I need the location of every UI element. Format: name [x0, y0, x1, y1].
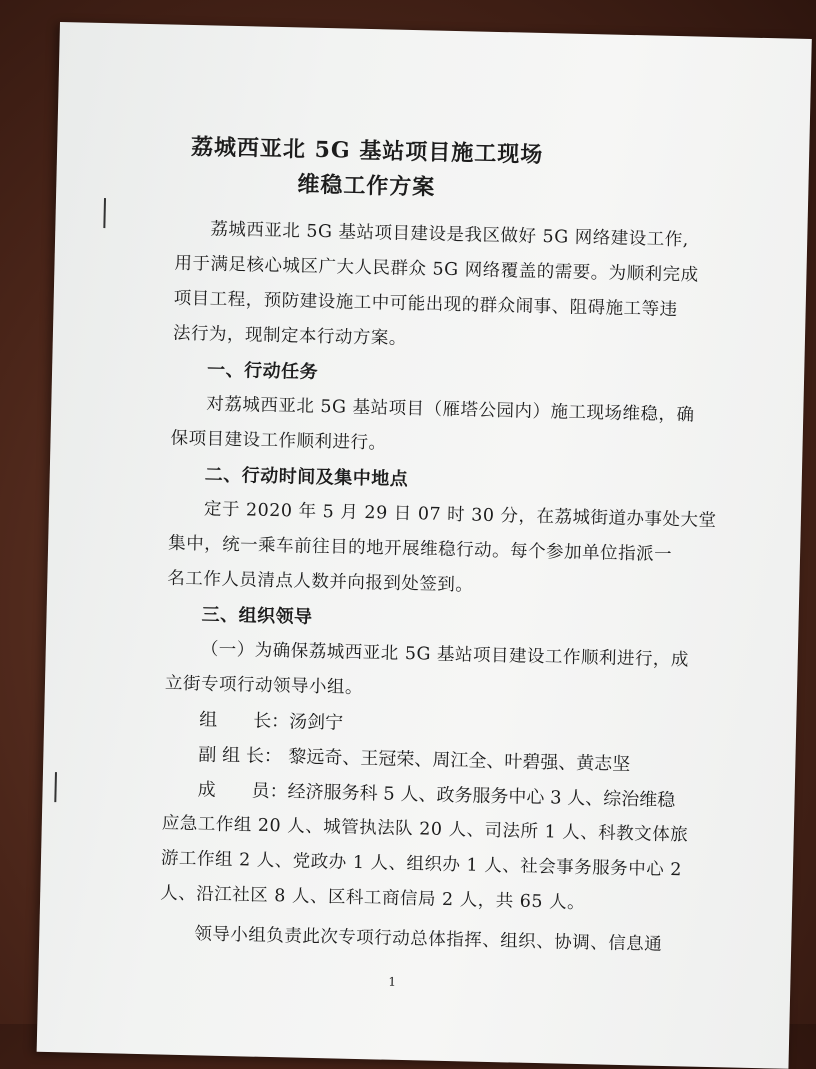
document-title-line2: 维稳工作方案 — [297, 171, 436, 201]
members-line: 应急工作组 20 人、城管执法队 20 人、司法所 1 人、科教文体旅 — [161, 813, 689, 846]
page-number: 1 — [388, 974, 397, 989]
leader-label: 组 长： — [198, 709, 290, 733]
section2-body-line: 集中，统一乘车前往目的地开展维稳行动。每个参加单位指派一 — [167, 533, 673, 566]
members-label: 成 员： — [197, 779, 288, 803]
section3-para-line: 立街专项行动领导小组。 — [164, 673, 364, 699]
intro-line: 荔城西亚北 5G 基站项目建设是我区做好 5G 网络建设工作, — [210, 219, 689, 251]
members-line: 人、沿江社区 8 人、区科工商信局 2 人，共 65 人。 — [160, 883, 586, 914]
members-line: 经济服务科 5 人、政务服务中心 3 人、综治维稳 — [287, 781, 676, 812]
section1-body-line: 对荔城西亚北 5G 基站项目（雁塔公园内）施工现场维稳，确 — [206, 394, 695, 426]
section1-body-line: 保项目建设工作顺利进行。 — [170, 428, 387, 454]
last-line: 领导小组负责此次专项行动总体指挥、组织、协调、信息通 — [194, 924, 663, 955]
members-line: 游工作组 2 人、党政办 1 人、组织办 1 人、社会事务服务中心 2 — [160, 848, 683, 881]
section3-para-line: （一）为确保荔城西亚北 5G 基站项目建设工作顺利进行，成 — [200, 639, 690, 671]
deputy-label: 副 组 长： — [198, 744, 283, 768]
section3-heading: 三、组织领导 — [201, 604, 313, 628]
leader-value: 汤剑宁 — [288, 711, 344, 734]
document-title-line1: 荔城西亚北 5G 基站项目施工现场 — [190, 134, 544, 168]
intro-line: 项目工程，预防建设施工中可能出现的群众闹事、阻碍施工等违 — [173, 288, 678, 321]
deputy-value: 黎远奇、王冠荣、周江全、叶碧强、黄志坚 — [288, 746, 631, 776]
section2-heading: 二、行动时间及集中地点 — [204, 464, 409, 491]
margin-mark — [103, 198, 106, 228]
section2-body-line: 定于 2020 年 5 月 29 日 07 时 30 分，在荔城街道办事处大堂 — [203, 499, 717, 532]
margin-mark — [54, 772, 57, 802]
section1-heading: 一、行动任务 — [206, 359, 319, 383]
section2-body-line: 名工作人员清点人数并向报到处签到。 — [167, 568, 474, 596]
document-page — [37, 22, 812, 1069]
intro-line: 法行为，现制定本行动方案。 — [172, 323, 408, 349]
intro-line: 用于满足核心城区广大人民群众 5G 网络覆盖的需要。为顺利完成 — [174, 253, 699, 286]
